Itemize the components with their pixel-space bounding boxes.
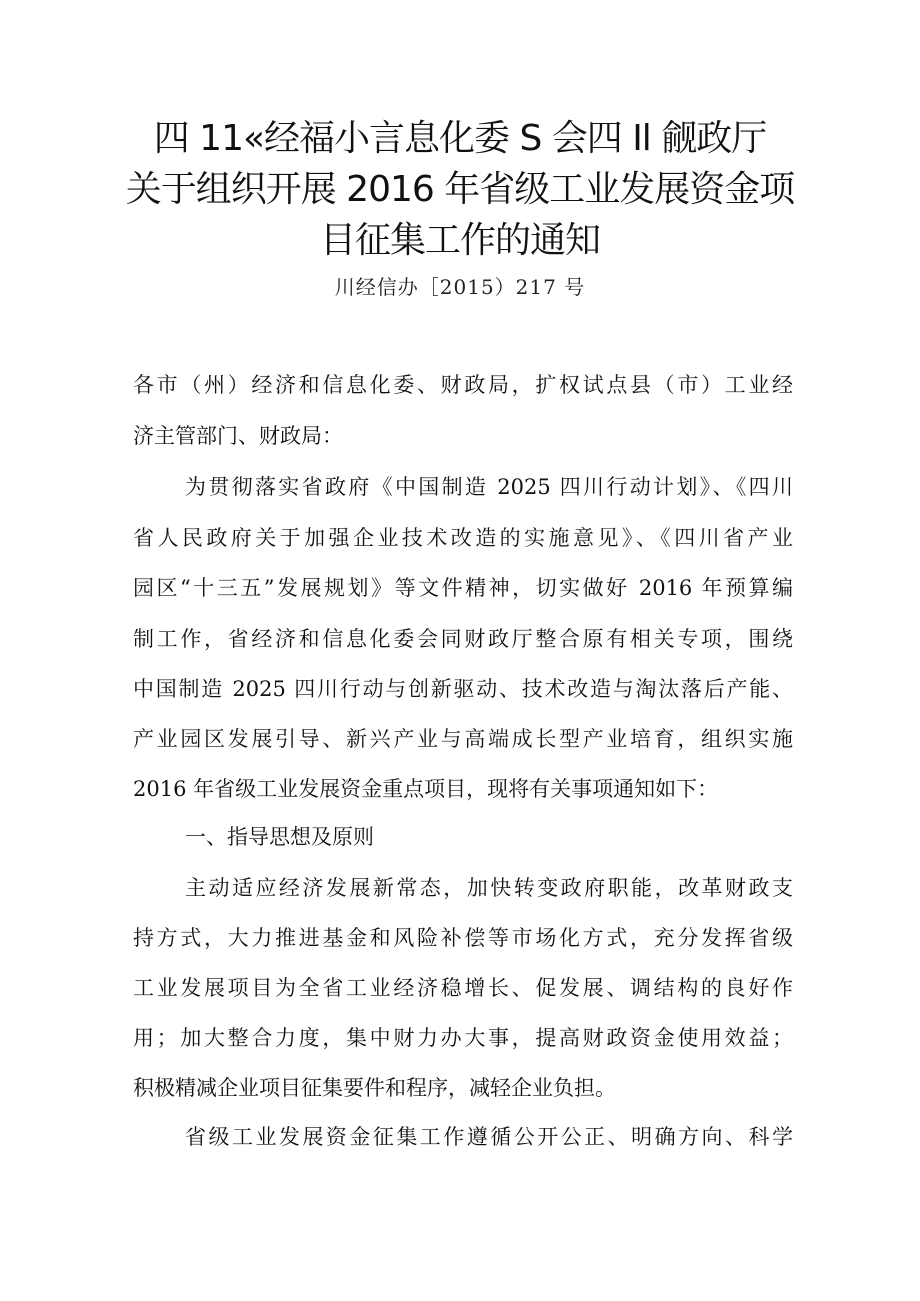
document-title-line-1: 四 11«经福小言息化委 S 会四 Il 觎政厅: [153, 118, 767, 159]
paragraph2-line-3: 工业发展项目为全省工业经济稳增长、促发展、调结构的良好作: [133, 976, 793, 1000]
addressee-line-2: 济主管部门、财政局：: [133, 424, 343, 448]
paragraph1-line-7: 2016 年省级工业发展资金重点项目，现将有关事项通知如下：: [133, 777, 719, 801]
paragraph3-line-1: 省级工业发展资金征集工作遵循公开公正、明确方向、科学: [185, 1125, 793, 1149]
paragraph1-line-5: 中国制造 2025 四川行动与创新驱动、技术改造与淘汰落后产能、: [133, 677, 793, 701]
paragraph1-line-3: 园区“十三五”发展规划》等文件精神，切实做好 2016 年预算编: [133, 576, 793, 600]
paragraph2-line-1: 主动适应经济发展新常态，加快转变政府职能，改革财政支: [185, 876, 793, 900]
addressee-line-1: 各市（州）经济和信息化委、财政局，扩权试点县（市）工业经: [133, 373, 793, 397]
paragraph1-line-1: 为贯彻落实省政府《中国制造 2025 四川行动计划》、《四川: [185, 475, 793, 499]
paragraph1-line-6: 产业园区发展引导、新兴产业与高端成长型产业培育，组织实施: [133, 727, 793, 751]
paragraph2-line-5: 积极精减企业项目征集要件和程序，减轻企业负担。: [133, 1076, 616, 1100]
document-number: 川经信办［2015）217 号: [334, 275, 586, 299]
paragraph2-line-2: 持方式，大力推进基金和风险补偿等市场化方式，充分发挥省级: [133, 926, 793, 950]
document-title-line-3: 目征集工作的通知: [319, 220, 600, 261]
paragraph1-line-4: 制工作，省经济和信息化委会同财政厅整合原有相关专项，围绕: [133, 627, 793, 651]
section-heading: 一、指导思想及原则: [185, 825, 374, 849]
paragraph2-line-4: 用；加大整合力度，集中财力办大事，提高财政资金使用效益；: [133, 1026, 793, 1050]
paragraph1-line-2: 省人民政府关于加强企业技术改造的实施意见》、《四川省产业: [133, 526, 793, 550]
document-title-line-2: 关于组织开展 2016 年省级工业发展资金项: [125, 169, 795, 210]
